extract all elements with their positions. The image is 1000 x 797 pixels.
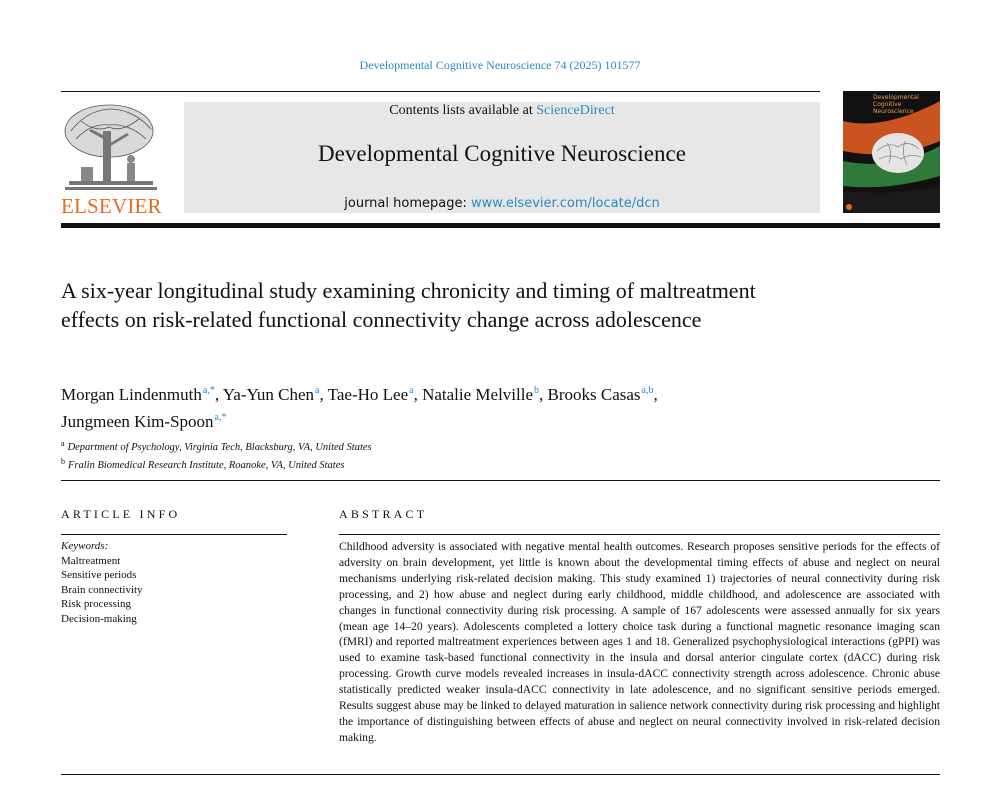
author-affiliation-marker[interactable]: b (534, 385, 540, 396)
affiliations (61, 437, 661, 473)
keywords-block (61, 539, 287, 627)
keyword-item: Decision-making (61, 612, 137, 625)
elsevier-wordmark: ELSEVIER (61, 194, 162, 218)
journal-title: Developmental Cognitive Neuroscience (318, 141, 686, 166)
contents-prefix: Contents lists available at (389, 103, 537, 118)
cover-journal-title: Developmental Cognitive Neuroscience (873, 94, 919, 115)
article-title: A six-year longitudinal study examining chronicity and timing of maltreatment effects on risk-related functional connectivity change across adolescence (61, 278, 756, 332)
author-list (61, 379, 821, 433)
author-name[interactable]: Jungmeen Kim-Spoon (61, 412, 214, 431)
abstract-body: Childhood adversity is associated with negative mental health outcomes. Research proposes sensitive periods for the effects of adversity on brain development, yet little is known about the developmental timing effects of abuse and neglect on neural mechanisms underlying risk-related decision making. This study examined 1) trajectories of neural connectivity during risk processing, and 2) how abuse and neglect during early childhood, middle childhood, and adolescence are associated with changes in functional connectivity during risk processing. A sample of 167 adolescents were assessed annually for six years (mean age 14–20 years). Adolescents completed a lottery choice task during a functional magnetic resonance imaging scan (fMRI) and reported maltreatment experiences between ages 1 and 18. Generalized psychophysiological interactions (gPPI) was used to examine task-based functional connectivity in the insula and dorsal anterior cingulate cortex (dACC) during risk processing. Growth curve models revealed increases in insula-dACC connectivity strength across adolescence. Chronic abuse statistically predicted weaker insula-dACC connectivity in late adolescence, and no significant sensitive periods emerged. Results suggest abuse may be linked to delayed maturation in salience network connectivity during risk processing and highlight the importance of distinguishing between effects of abuse and neglect on neural connectivity involved in risk-related decision making. (339, 540, 940, 744)
homepage-prefix: journal homepage: (344, 196, 471, 211)
author-affiliation-marker[interactable]: a,* (202, 385, 215, 396)
author-name[interactable]: Tae-Ho Lee (327, 385, 409, 404)
bottom-divider (61, 774, 940, 775)
article-info-heading: ARTICLE INFO (61, 507, 181, 521)
abstract-heading: ABSTRACT (339, 507, 428, 521)
journal-homepage-link[interactable]: www.elsevier.com/locate/dcn (470, 196, 660, 211)
author-separator: , (214, 385, 223, 404)
author-separator: , (319, 385, 328, 404)
author-separator: , (413, 385, 423, 404)
article-info-divider (61, 534, 287, 535)
keyword-item: Brain connectivity (61, 583, 143, 596)
header-thick-divider (61, 223, 940, 228)
affiliation-text: Department of Psychology, Virginia Tech, Blacksburg, VA, United States (67, 442, 372, 453)
affiliation-item (61, 437, 661, 455)
sciencedirect-link[interactable]: ScienceDirect (536, 103, 615, 118)
section-divider (61, 480, 940, 481)
affiliation-key: a (61, 439, 65, 448)
abstract-divider (339, 534, 940, 535)
journal-cover-image[interactable] (843, 91, 940, 213)
contents-line (184, 103, 820, 119)
journal-homepage-line (184, 196, 820, 211)
keyword-item: Maltreatment (61, 554, 121, 567)
affiliation-item (61, 455, 661, 473)
author-name[interactable]: Natalie Melville (422, 385, 534, 404)
journal-citation-link[interactable]: Developmental Cognitive Neuroscience 74 (2025) 101577 (359, 58, 641, 72)
author-separator: , (539, 385, 548, 404)
author-name[interactable]: Brooks Casas (547, 385, 641, 404)
author-separator: , (653, 385, 658, 404)
author-affiliation-marker[interactable]: a,* (214, 412, 227, 423)
keyword-item: Risk processing (61, 598, 131, 611)
author-name[interactable]: Ya-Yun Chen (222, 385, 315, 404)
affiliation-text: Fralin Biomedical Research Institute, Roanoke, VA, United States (68, 460, 345, 471)
keyword-item: Sensitive periods (61, 569, 137, 582)
author-affiliation-marker[interactable]: a (315, 385, 320, 396)
affiliation-key: b (61, 457, 65, 466)
author-affiliation-marker[interactable]: a,b (641, 385, 654, 396)
author-affiliation-marker[interactable]: a (409, 385, 414, 396)
author-name[interactable]: Morgan Lindenmuth (61, 385, 202, 404)
keywords-label: Keywords: (61, 540, 109, 552)
header-divider (61, 91, 820, 92)
